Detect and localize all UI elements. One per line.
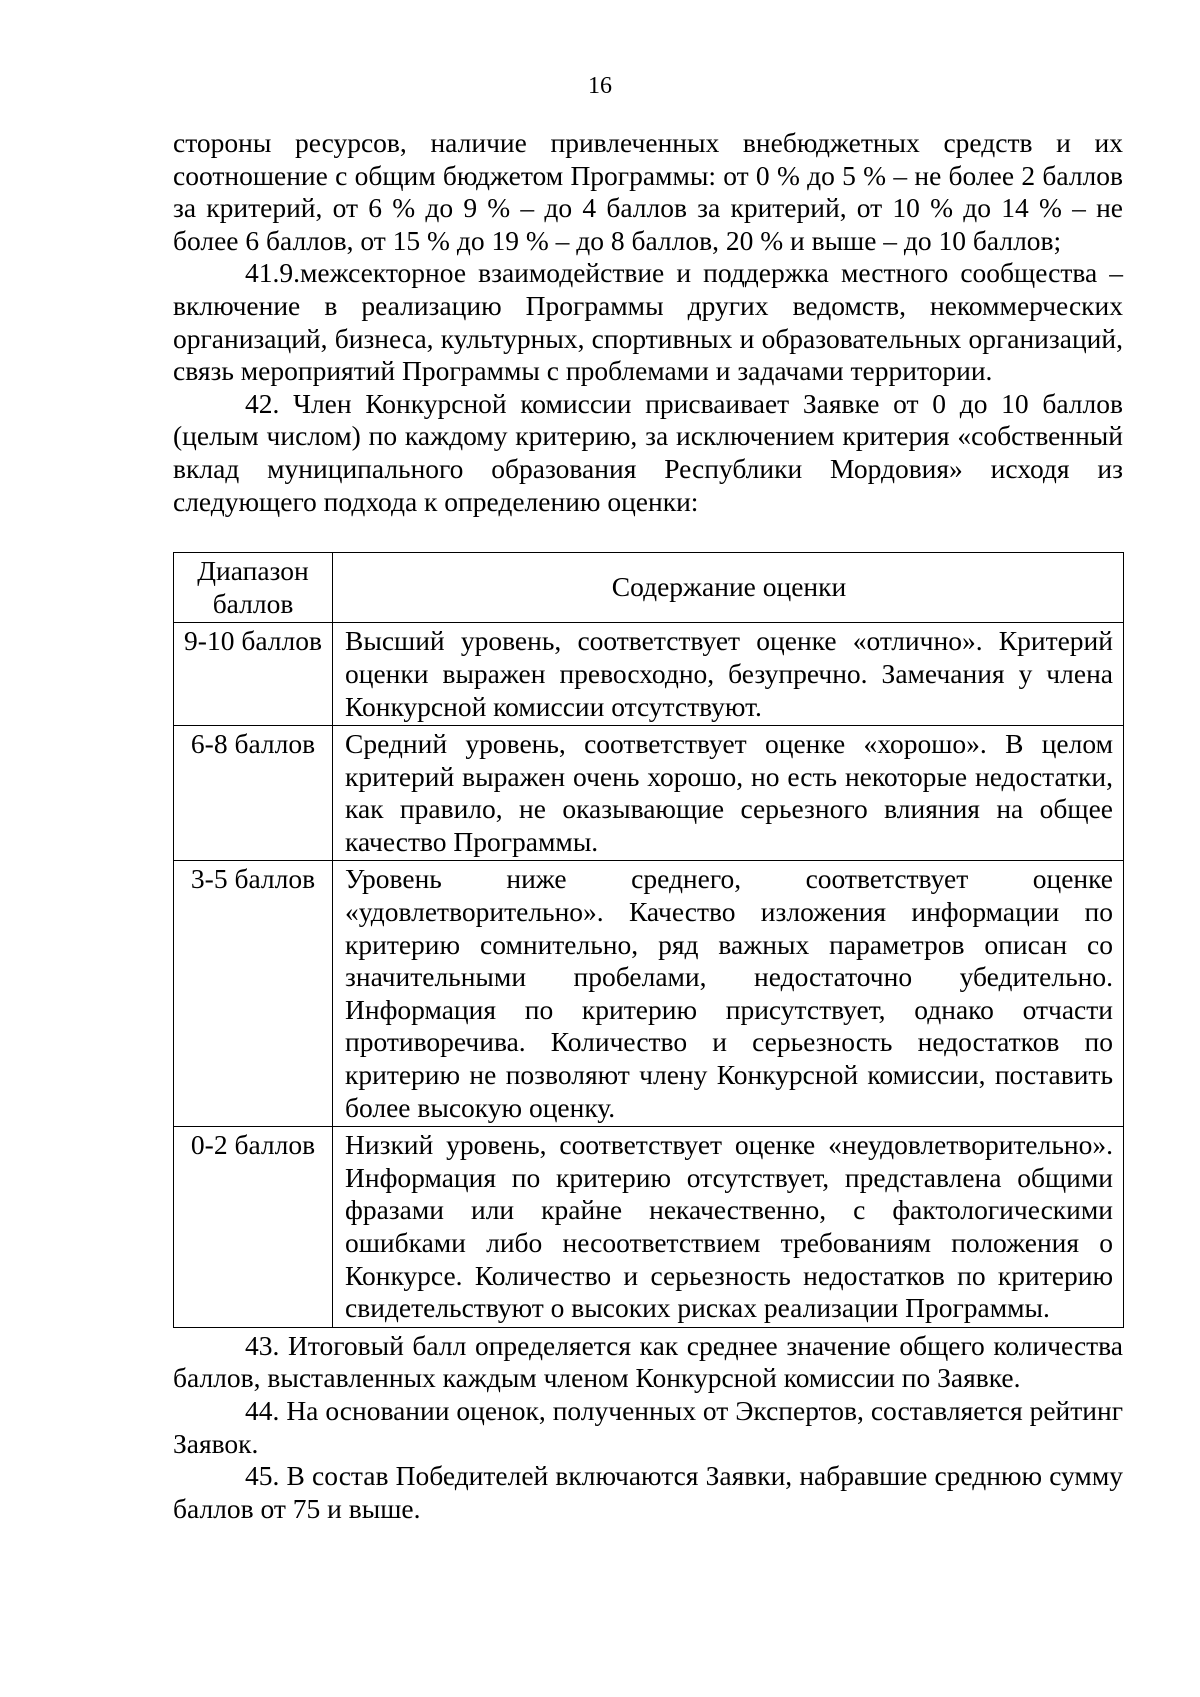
table-header-row bbox=[174, 553, 1124, 623]
row-range: 0-2 баллов bbox=[174, 1127, 333, 1328]
score-range-table bbox=[173, 552, 1124, 1328]
paragraph-41-9: 41.9.межсекторное взаимодействие и поддержка местного сообщества – включение в реализацию Программы других ведомств, некоммерческих организаций, бизнеса, культурных, спортивных и образовательных организаций, связь мероприятий Программы с проблемами и задачами территории. bbox=[173, 257, 1123, 387]
header-content: Содержание оценки bbox=[333, 553, 1124, 623]
page-number: 16 bbox=[588, 73, 612, 99]
paragraph-budget-criterion: стороны ресурсов, наличие привлеченных внебюджетных средств и их соотношение с общим бюджетом Программы: от 0 % до 5 % – не более 2 баллов за критерий, от 6 % до 9 % – до 4 баллов за критерий, от 10 % до 14 % – не более 6 баллов, от 15 % до 19 % – до 8 баллов, 20 % и выше – до 10 баллов; bbox=[173, 127, 1123, 256]
row-range: 6-8 баллов bbox=[174, 726, 333, 861]
table-row bbox=[174, 1127, 1124, 1328]
table-row bbox=[174, 623, 1124, 726]
row-range: 9-10 баллов bbox=[174, 623, 333, 726]
paragraph-43: 43. Итоговый балл определяется как среднее значение общего количества баллов, выставленных каждым членом Конкурсной комиссии по Заявке. bbox=[173, 1329, 1123, 1394]
document-body bbox=[173, 127, 1123, 1525]
row-range: 3-5 баллов bbox=[174, 861, 333, 1127]
row-description: Уровень ниже среднего, соответствует оценке «удовлетворительно». Качество изложения информации по критерию сомнительно, ряд важных параметров описан со значительными пробелами, недостаточно убедительно. Информация по критерию присутствует, однако отчасти противоречива. Количество и серьезность недостатков по критерию не позволяют члену Конкурсной комиссии, поставить более высокую оценку. bbox=[333, 861, 1124, 1127]
paragraph-45: 45. В состав Победителей включаются Заявки, набравшие среднюю сумму баллов от 75 и выше. bbox=[173, 1460, 1123, 1524]
paragraph-42: 42. Член Конкурсной комиссии присваивает Заявке от 0 до 10 баллов (целым числом) по каждому критерию, за исключением критерия «собственный вклад муниципального образования Республики Мордовия» исходя из следующего подхода к определению оценки: bbox=[173, 387, 1123, 517]
row-description: Низкий уровень, соответствует оценке «неудовлетворительно». Информация по критерию отсутствует, представлена общими фразами или крайне некачественно, с фактологическими ошибками либо несоответствием требованиям положения о Конкурсе. Количество и серьезность недостатков по критерию свидетельствуют о высоких рисках реализации Программы. bbox=[333, 1127, 1124, 1328]
row-description: Высший уровень, соответствует оценке «отлично». Критерий оценки выражен превосходно, безупречно. Замечания у члена Конкурсной комиссии отсутствуют. bbox=[333, 623, 1124, 726]
row-description: Средний уровень, соответствует оценке «хорошо». В целом критерий выражен очень хорошо, но есть некоторые недостатки, как правило, не оказывающие серьезного влияния на общее качество Программы. bbox=[333, 726, 1124, 861]
table-row bbox=[174, 861, 1124, 1127]
paragraph-44: 44. На основании оценок, полученных от Экспертов, составляется рейтинг Заявок. bbox=[173, 1394, 1123, 1459]
table-row bbox=[174, 726, 1124, 861]
header-range: Диапазон баллов bbox=[174, 553, 333, 623]
